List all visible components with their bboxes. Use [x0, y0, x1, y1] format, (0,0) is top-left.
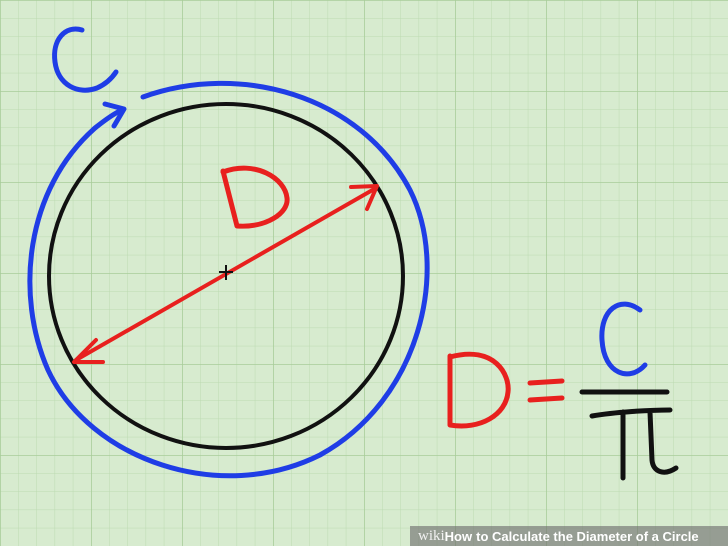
wikihow-watermark [410, 526, 728, 546]
formula-equals-top [530, 381, 562, 383]
watermark-brand-how: How [444, 528, 473, 544]
watermark-title: to Calculate the Diameter of a Circle [476, 528, 699, 544]
formula-equals-bottom [530, 398, 562, 400]
watermark-brand-wiki: wiki [418, 527, 445, 544]
